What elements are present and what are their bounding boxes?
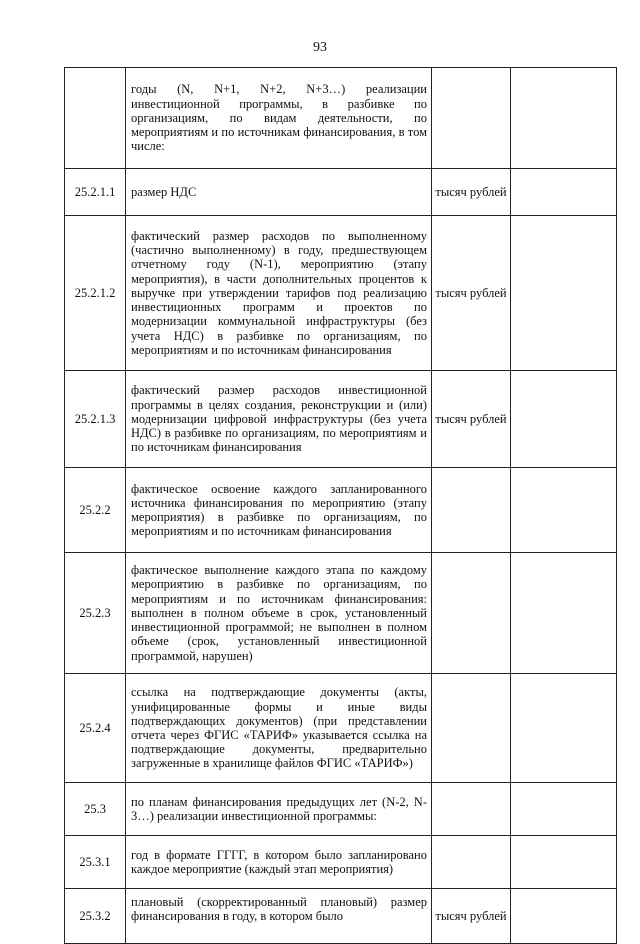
item-unit [432, 468, 511, 553]
table-row [65, 836, 617, 889]
item-unit [432, 783, 511, 836]
item-number: 25.2.1.1 [65, 169, 126, 216]
item-number: 25.3.2 [65, 889, 126, 944]
item-unit: тысяч рублей [432, 216, 511, 371]
item-unit [432, 553, 511, 674]
item-number [65, 68, 126, 169]
page-number: 93 [313, 40, 327, 55]
item-number: 25.3 [65, 783, 126, 836]
table-row [65, 371, 617, 468]
item-unit: тысяч рублей [432, 371, 511, 468]
item-unit [432, 68, 511, 169]
item-description: фактический размер расходов инвестиционной программы в целях создания, реконструкции и (или) модернизации цифровой инфраструктуры (без учета НДС) в разбивке по организациям, по мероприятиям и по источникам финансирования [126, 371, 432, 468]
table-row [65, 169, 617, 216]
item-description: ссылка на подтверждающие документы (акты, унифицированные формы и иные виды подтверждающих документов) (при представлении отчета через ФГИС «ТАРИФ» указывается ссылка на подтверждающие документы, предварительно загруженные в хранилище файлов ФГИС «ТАРИФ») [126, 674, 432, 783]
item-unit [432, 674, 511, 783]
item-value-cell [511, 216, 617, 371]
item-description: годы (N, N+1, N+2, N+3…) реализации инвестиционной программы, в разбивке по организациям, по видам деятельности, по мероприятиям и по источникам финансирования, в том числе: [126, 68, 432, 169]
item-value-cell [511, 553, 617, 674]
item-description: фактическое выполнение каждого этапа по каждому мероприятию в разбивке по организациям, по мероприятиям и по источникам финансирования: выполнен в полном объеме в срок, установленный инвестиционной программой; не выполнен в полном объеме (срок, установленный инвестиционной программой, нарушен) [126, 553, 432, 674]
table-row [65, 468, 617, 553]
item-number: 25.3.1 [65, 836, 126, 889]
item-value-cell [511, 783, 617, 836]
item-value-cell [511, 169, 617, 216]
item-number: 25.2.3 [65, 553, 126, 674]
item-value-cell [511, 674, 617, 783]
item-number: 25.2.1.3 [65, 371, 126, 468]
item-unit [432, 836, 511, 889]
item-value-cell [511, 68, 617, 169]
item-value-cell [511, 836, 617, 889]
table-row [65, 553, 617, 674]
item-number: 25.2.4 [65, 674, 126, 783]
item-value-cell [511, 371, 617, 468]
table-row [65, 674, 617, 783]
item-unit: тысяч рублей [432, 169, 511, 216]
item-number: 25.2.1.2 [65, 216, 126, 371]
table-row [65, 216, 617, 371]
item-unit: тысяч рублей [432, 889, 511, 944]
item-description: размер НДС [126, 169, 432, 216]
table-row [65, 68, 617, 169]
item-number: 25.2.2 [65, 468, 126, 553]
item-value-cell [511, 468, 617, 553]
item-value-cell [511, 889, 617, 944]
item-description: фактический размер расходов по выполненному (частично выполненному) в году, предшествующем отчетному году (N-1), мероприятию (этапу мероприятия), в части дополнительных процентов к выручке при утверждении тарифов под реализацию инвестиционных программ и проектов по модернизации коммунальной инфраструктуры (без учета НДС) в разбивке по организациям, по мероприятиям и по источникам финансирования [126, 216, 432, 371]
table-row [65, 783, 617, 836]
item-description: фактическое освоение каждого запланированного источника финансирования по мероприятию (этапу мероприятия) в разбивке по организациям, по мероприятиям и по источникам финансирования [126, 468, 432, 553]
item-description: год в формате ГГГГ, в котором было запланировано каждое мероприятие (каждый этап мероприятия) [126, 836, 432, 889]
disclosure-table [64, 67, 617, 944]
table-row [65, 889, 617, 944]
item-description: плановый (скорректированный плановый) размер финансирования в году, в котором было [126, 889, 432, 944]
item-description: по планам финансирования предыдущих лет (N-2, N-3…) реализации инвестиционной программы: [126, 783, 432, 836]
